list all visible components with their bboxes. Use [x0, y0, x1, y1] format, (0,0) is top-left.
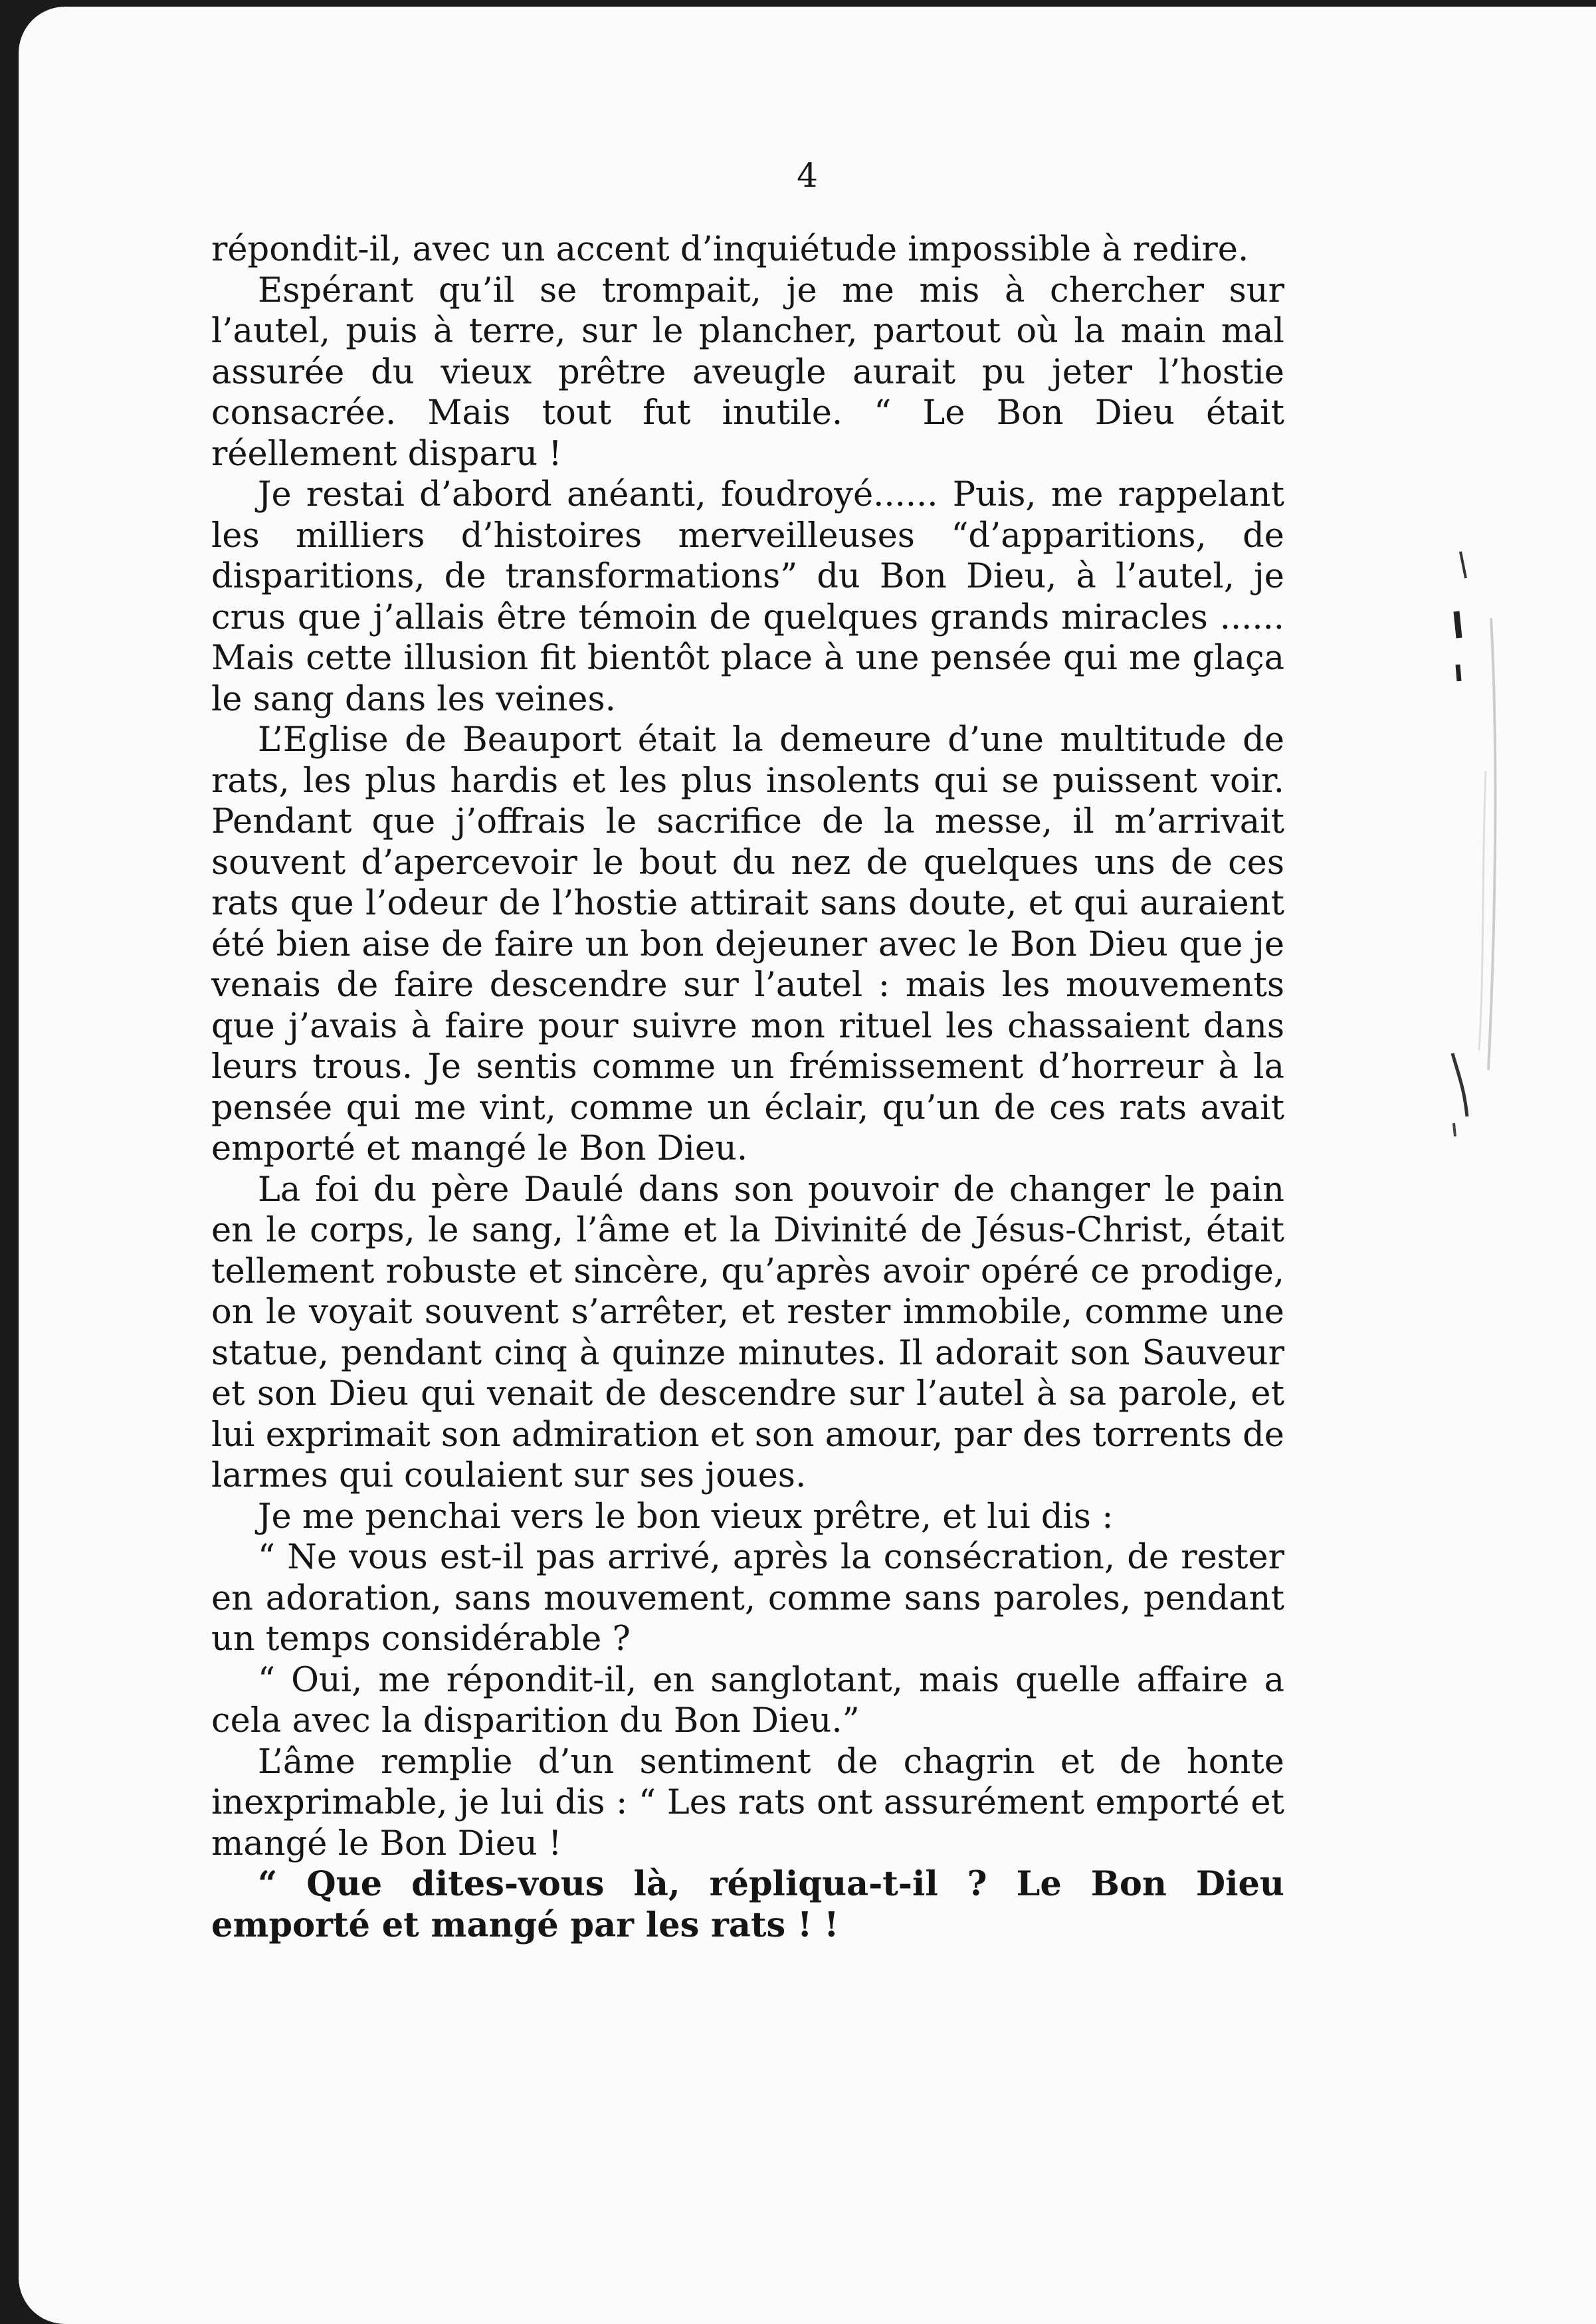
binding-marks — [1447, 538, 1527, 1190]
paragraph-5: La foi du père Daulé dans son pouvoir de changer le pain en le corps, le sang, l’âme et la Divinité de Jésus-Christ, était tellement robuste et sincère, qu’après avoir opéré ce prodige, on le voyait souvent s’arrêter, et rester immobile, comme une statue, pendant cinq à quinze minutes. Il adorait son Sauveur et son Dieu qui venait de descendre sur l’autel à sa parole, et lui exprimait son admiration et son amour, par des torrents de larmes qui coulaient sur ses joues. — [211, 1170, 1284, 1495]
book-page — [19, 7, 1596, 2324]
paragraph-10: “ Que dites-vous là, répliqua-t-il ? Le Bon Dieu emporté et mangé par les rats ! ! — [211, 1864, 1284, 1945]
paragraph-8: “ Oui, me répondit-il, en sanglotant, mais quelle affaire a cela avec la disparition du Bon Dieu.” — [211, 1660, 1284, 1741]
page-number: 4 — [797, 156, 818, 195]
paragraph-6: Je me penchai vers le bon vieux prêtre, et lui dis : — [258, 1497, 1114, 1536]
paragraph-1: répondit-il, avec un accent d’inquiétude impossible à redire. — [211, 230, 1249, 269]
paragraph-2: Espérant qu’il se trompait, je me mis à chercher sur l’autel, puis à terre, sur le plancher, partout où la main mal assurée du vieux prêtre aveugle aurait pu jeter l’hostie consacrée. Mais tout fut inutile. “ Le Bon Dieu était réellement disparu ! — [211, 270, 1284, 474]
paragraph-9: L’âme remplie d’un sentiment de chagrin et de honte inexprimable, je lui dis : “ Les rats ont assurément emporté et mangé le Bon Dieu ! — [211, 1742, 1284, 1863]
paragraph-3: Je restai d’abord anéanti, foudroyé...... Puis, me rappelant les milliers d’histoires merveilleuses “d’apparitions, de disparitions, de transformations” du Bon Dieu, à l’autel, je crus que j’allais être témoin de quelques grands miracles ...... Mais cette illusion fit bientôt place à une pensée qui me glaça le sang dans les veines. — [211, 475, 1284, 719]
paragraph-7: “ Ne vous est-il pas arrivé, après la consécration, de rester en adoration, sans mouvement, comme sans paroles, pendant un temps considérable ? — [211, 1538, 1284, 1659]
body-text — [211, 229, 1284, 1946]
paragraph-4: L’Eglise de Beauport était la demeure d’une multitude de rats, les plus hardis et les plus insolents qui se puissent voir. Pendant que j’offrais le sacrifice de la messe, il m’arrivait souvent d’apercevoir le bout du nez de quelques uns de ces rats que l’odeur de l’hostie attirait sans doute, et qui auraient été bien aise de faire un bon dejeuner avec le Bon Dieu que je venais de faire descendre sur l’autel : mais les mouvements que j’avais à faire pour suivre mon rituel les chassaient dans leurs trous. Je sentis comme un frémissement d’horreur à la pensée qui me vint, comme un éclair, qu’un de ces rats avait emporté et mangé le Bon Dieu. — [211, 720, 1284, 1168]
